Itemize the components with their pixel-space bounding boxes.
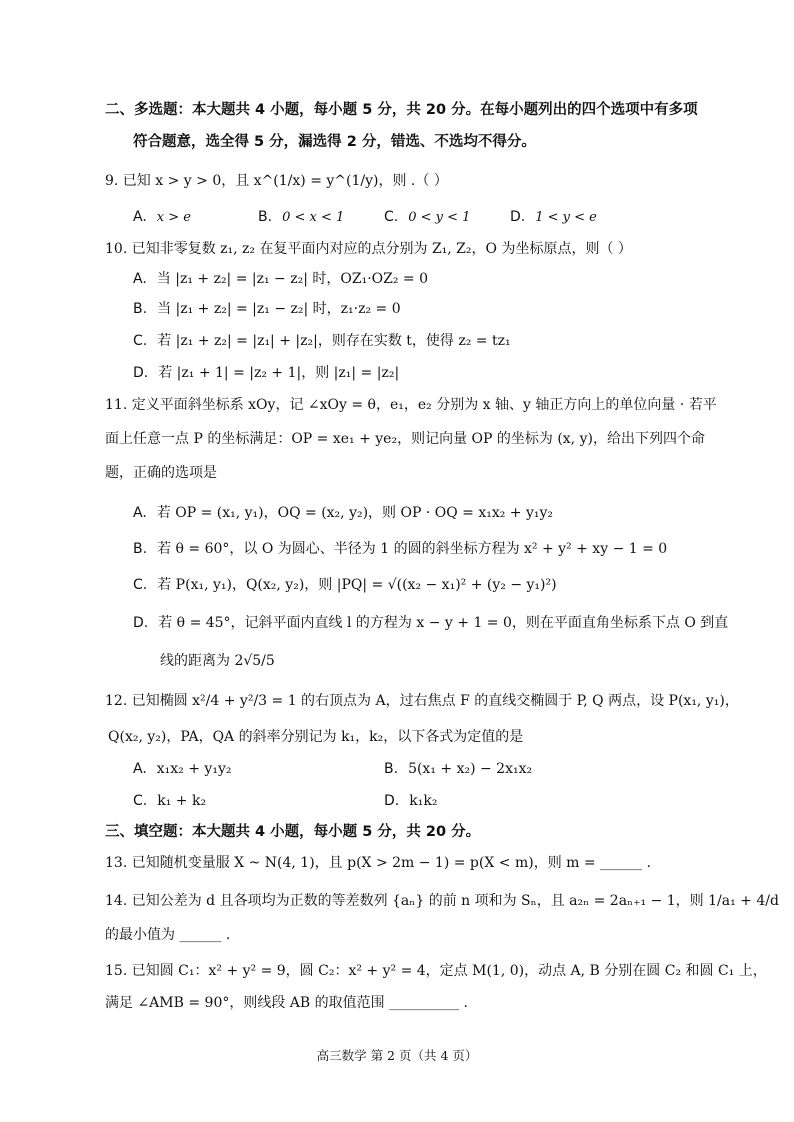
section-2-instructions: 符合题意，选全得 5 分，漏选得 2 分，错选、不选均不得分。 [133, 134, 536, 150]
option-text: 若 |z₁ + 1| = |z₂ + 1|，则 |z₁| = |z₂| [158, 365, 400, 381]
option-label: B. [133, 301, 148, 317]
question-15-line-2: 满足 ∠AMB = 90°，则线段 AB 的取值范围 __________ . [105, 995, 469, 1011]
question-12-stem-line-1: 12. 已知椭圆 x²/4 + y²/3 = 1 的右顶点为 A，过右焦点 F 的直线交椭圆于 P, Q 两点，设 P(x₁, y₁)， [105, 693, 739, 709]
question-10-option-d[interactable] [133, 362, 399, 384]
option-text: k₁k₂ [409, 793, 438, 809]
option-text: 当 |z₁ + z₂| = |z₁ − z₂| 时，OZ₁·OZ₂ = 0 [156, 271, 429, 287]
option-text: 若 P(x₁, y₁)，Q(x₂, y₂)，则 |PQ| = √((x₂ − x₁)² + (y₂ − y₁)²) [157, 577, 557, 593]
option-text: 线的距离为 2√5/5 [160, 653, 275, 669]
page-footer: 高三数学 第 2 页（共 4 页） [316, 1048, 478, 1063]
option-label: C. [133, 577, 148, 593]
option-label: B. [133, 541, 148, 557]
option-label: B. [258, 209, 273, 225]
question-11-stem-line-2: 面上任意一点 P 的坐标满足：OP = xe₁ + ye₂，则记向量 OP 的坐标为 (x, y)，给出下列四个命 [105, 431, 705, 447]
question-10-stem: 10. 已知非零复数 z₁, z₂ 在复平面内对应的点分别为 Z₁, Z₂，O 为坐标原点，则（ ） [105, 241, 632, 257]
option-text: x > e [156, 210, 191, 225]
question-11-option-a[interactable] [133, 502, 553, 524]
option-text: 当 |z₁ + z₂| = |z₁ − z₂| 时，z₁·z₂ = 0 [157, 301, 401, 317]
option-text: 1 < y < e [535, 210, 597, 225]
question-11-option-c[interactable] [133, 574, 557, 596]
option-label: C. [133, 333, 148, 349]
question-12-option-c[interactable] [133, 790, 206, 812]
question-9-option-d[interactable] [510, 206, 597, 229]
question-12-option-b[interactable] [384, 758, 532, 780]
option-label: C. [384, 209, 399, 225]
option-text: 若 OP = (x₁, y₁)，OQ = (x₂, y₂)，则 OP · OQ = x₁x₂ + y₁y₂ [156, 505, 554, 521]
question-12-option-d[interactable] [384, 790, 437, 812]
question-9-stem: 9. 已知 x > y > 0，且 x^(1/x) = y^(1/y)，则 .（ ） [105, 173, 448, 189]
question-11-option-d-continuation [160, 650, 275, 672]
option-label: D. [384, 793, 400, 809]
option-label: C. [133, 793, 148, 809]
question-12-stem-line-2: Q(x₂, y₂)，PA，QA 的斜率分别记为 k₁，k₂，以下各式为定值的是 [108, 729, 524, 745]
option-text: 若 θ = 45°，记斜平面内直线 l 的方程为 x − y + 1 = 0，则在平面直角坐标系下点 O 到直 [158, 615, 729, 631]
question-10-option-b[interactable] [133, 298, 401, 320]
option-label: D. [510, 209, 526, 225]
section-2-heading: 二、多选题：本大题共 4 小题，每小题 5 分，共 20 分。在每小题列出的四个选项中有多项 [105, 102, 698, 118]
question-9-option-c[interactable] [384, 206, 470, 229]
question-15-line-1: 15. 已知圆 C₁：x² + y² = 9，圆 C₂：x² + y² = 4，定点 M(1, 0)，动点 A, B 分别在圆 C₂ 和圆 C₁ 上， [105, 963, 767, 979]
option-label: B. [384, 761, 399, 777]
question-11-stem-line-1: 11. 定义平面斜坐标系 xOy，记 ∠xOy = θ，e₁，e₂ 分别为 x 轴、y 轴正方向上的单位向量 · 若平 [105, 397, 717, 413]
option-text: 0 < y < 1 [408, 210, 471, 225]
question-11-option-b[interactable] [133, 538, 667, 560]
option-label: D. [133, 615, 149, 631]
option-label: A. [133, 271, 147, 287]
option-text: 0 < x < 1 [282, 210, 345, 225]
question-14-line-2: 的最小值为 ______ . [105, 927, 231, 943]
question-10-option-a[interactable] [133, 268, 428, 290]
option-label: A. [133, 761, 147, 777]
question-10-option-c[interactable] [133, 330, 511, 352]
question-9-option-b[interactable] [258, 206, 344, 229]
question-9-option-a[interactable] [133, 206, 191, 229]
option-text: x₁x₂ + y₁y₂ [156, 761, 232, 777]
question-12-option-a[interactable] [133, 758, 231, 780]
section-3-heading: 三、填空题：本大题共 4 小题，每小题 5 分，共 20 分。 [105, 824, 481, 840]
option-label: A. [133, 209, 147, 225]
option-text: k₁ + k₂ [157, 793, 207, 809]
option-label: D. [133, 365, 149, 381]
question-11-option-d[interactable] [133, 612, 728, 634]
option-text: 5(x₁ + x₂) − 2x₁x₂ [408, 761, 533, 777]
question-13: 13. 已知随机变量服 X ~ N(4, 1)，且 p(X > 2m − 1) = p(X < m)，则 m = ______ . [105, 855, 651, 871]
option-text: 若 θ = 60°，以 O 为圆心、半径为 1 的圆的斜坐标方程为 x² + y² + xy − 1 = 0 [157, 541, 668, 557]
question-11-stem-line-3: 题，正确的选项是 [105, 465, 217, 481]
option-label: A. [133, 505, 147, 521]
question-14-line-1: 14. 已知公差为 d 且各项均为正数的等差数列 {aₙ} 的前 n 项和为 Sₙ，且 a₂ₙ = 2aₙ₊₁ − 1，则 1/a₁ + 4/d [105, 893, 779, 909]
option-text: 若 |z₁ + z₂| = |z₁| + |z₂|，则存在实数 t，使得 z₂ = tz₁ [157, 333, 511, 349]
